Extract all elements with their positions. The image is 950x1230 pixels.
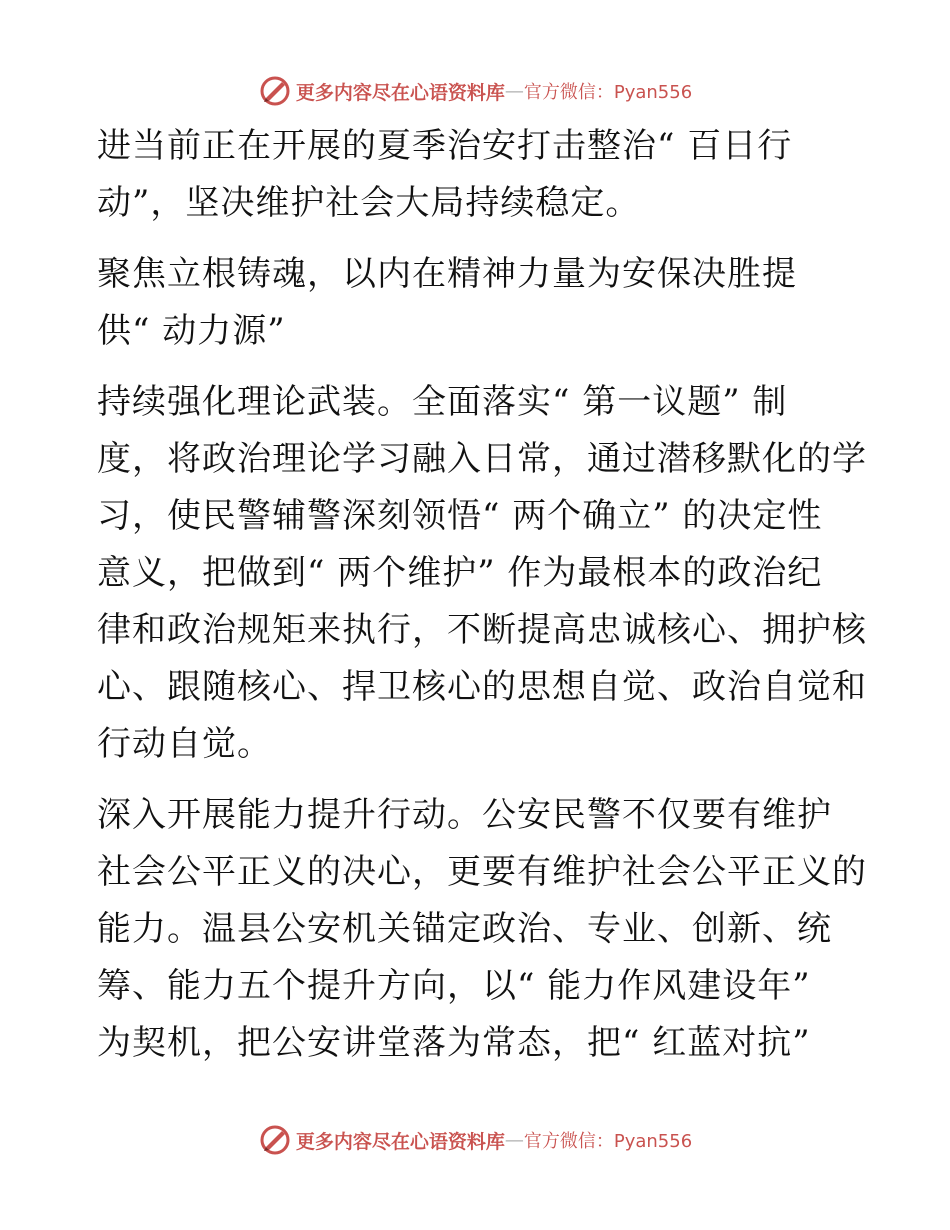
text-line: 动”，坚决维护社会大局持续稳定。 [97, 183, 641, 223]
text-line: 持续强化理论武装。全面落实“ 第一议题” 制 [97, 382, 788, 422]
document-body [97, 118, 867, 1072]
text-line: 社会公平正义的决心，更要有维护社会公平正义的 [97, 852, 867, 892]
banner-main-text: 更多内容尽在心语资料库 [295, 1130, 505, 1153]
footer-watermark-banner [0, 1120, 950, 1160]
text-line: 能力。温县公安机关锚定政治、专业、创新、统 [97, 909, 832, 949]
banner-wechat-text: 官方微信：Pyan556 [523, 82, 693, 103]
header-watermark-banner [0, 71, 950, 111]
pen-logo-icon [258, 74, 292, 108]
text-line: 习，使民警辅警深刻领悟“ 两个确立” 的决定性 [97, 496, 823, 536]
text-line: 度，将政治理论学习融入日常，通过潜移默化的学 [97, 439, 867, 479]
banner-wechat-text: 官方微信：Pyan556 [523, 1131, 693, 1152]
text-line: 律和政治规矩来执行，不断提高忠诚核心、拥护核 [97, 610, 867, 650]
text-line: 进当前正在开展的夏季治安打击整治“ 百日行 [97, 126, 793, 166]
text-line: 行动自觉。 [97, 724, 272, 764]
banner-separator: — [504, 1129, 524, 1151]
banner-main-text: 更多内容尽在心语资料库 [295, 81, 505, 104]
text-line: 聚焦立根铸魂，以内在精神力量为安保决胜提 [97, 254, 797, 294]
text-line: 供“ 动力源” [97, 311, 286, 351]
text-line: 心、跟随核心、捍卫核心的思想自觉、政治自觉和 [97, 667, 867, 707]
paragraph [97, 118, 857, 232]
section-heading [97, 246, 857, 360]
pen-logo-icon [258, 1123, 292, 1157]
text-line: 深入开展能力提升行动。公安民警不仅要有维护 [97, 795, 832, 835]
text-line: 为契机，把公安讲堂落为常态，把“ 红蓝对抗” [97, 1023, 811, 1063]
paragraph [97, 787, 867, 1072]
text-line: 意义，把做到“ 两个维护” 作为最根本的政治纪 [97, 553, 823, 593]
paragraph [97, 374, 867, 773]
text-line: 筹、能力五个提升方向，以“ 能力作风建设年” [97, 966, 811, 1006]
banner-separator: — [504, 80, 524, 102]
